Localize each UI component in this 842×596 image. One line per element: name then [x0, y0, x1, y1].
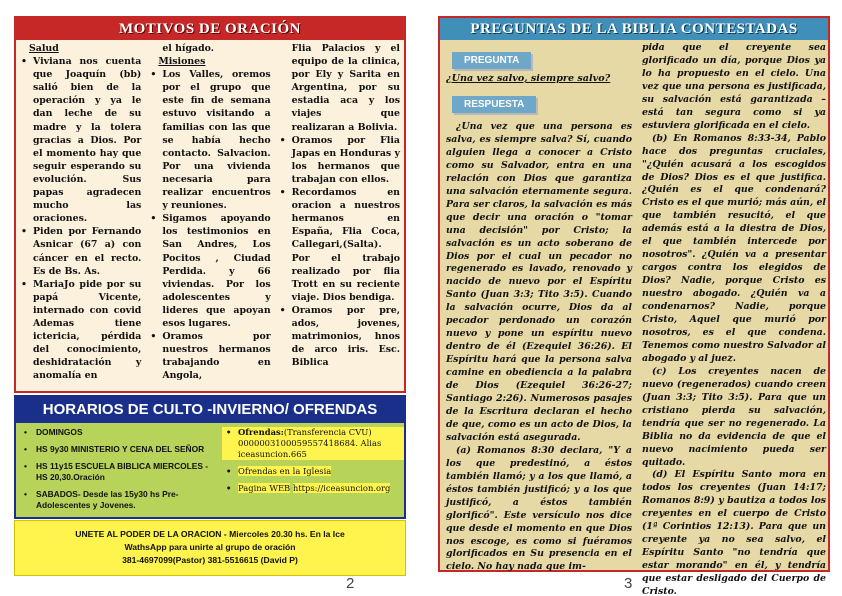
prayer-item: • Oramos por pre, ados, jovenes, matrimonios, hnos de arco iris. Esc. Biblica [279, 304, 400, 369]
prayer-column-3 [279, 42, 400, 389]
answer-paragraph: ¿Una vez que una persona es salva, es siempre salva? Sí, cuando alguien llega a conocer a Cristo como su Salvador, entra en una relación con Dios que garantiza una salvación eternamente segura. Para ser claros, la salvación es más que decir una oración o "tomar una decisión" por Cristo; la salvación es un acto soberano de Dios por el cual un pecador no regenerado es lavado, renovado y nacido de nuevo por el Espíritu Santo (Juan 3:3; Tito 3:5). Cuando la salvación ocurre, Dios da al pecador perdonado un corazón nuevo y pone un espíritu nuevo dentro de él (Ezequiel 36:26). El Espíritu hará que la persona salva camine en obediencia a la palabra de Dios (Ezequiel 36:26-27; Santiago 2:26). Numerosos pasajes de la Escritura declaran el hecho de que, como es un acto de Dios, la salvación está asegurada. [446, 121, 632, 443]
schedule-item: • HS 9y30 MINISTERIO Y CENA DEL SEÑOR [20, 444, 216, 455]
question-text: ¿Una vez salvo, siempre salvo? [446, 73, 611, 84]
prayer-item: • Sigamos apoyando los testimonios en San Andres, Los Pocitos , Ciudad Perdida. y 66 viviendas. Por los adolescentes y lideres que apoyan esos lugares. [149, 212, 270, 330]
schedule-item: • DOMINGOS [20, 427, 216, 438]
answer-paragraph: pida que el creyente sea glorificado un día, porque Dios ya lo ha propuesto en el cielo. Una vez que una persona es justificada, su salvación está garantizada – está tan segura como si ya estuviera glorificada en el cielo. [642, 42, 826, 131]
answer-paragraph: (d) El Espíritu Santo mora en todos los creyentes (Juan 14:17; Romanos 8:9) y bautiza a todos los creyentes en el cuerpo de Cristo (1ª Corintios 12:13). Para que un creyente ya no sea salvo, el Espíritu Santo "no tendría que estar morando" en él, y tendría que estar desligado del Cuerpo de Cristo. [642, 469, 826, 596]
prayer-item: • Oramos por nuestros hermanos trabajando en Angola, [149, 330, 270, 382]
page-number: 2 [346, 575, 355, 592]
prayer-item: • Recordamos en oracion a nuestros hermanos en España, Flia Coca, Callegari,(Salta). Por el trabajo realizado por flia Trott en su reciente viaje. Dios bendiga. [279, 186, 400, 304]
prayer-requests-section [14, 16, 406, 393]
worship-schedule-section [14, 395, 406, 519]
prayer-item: • Oramos por Flia Japas en Honduras y los hermanos que trabajan con ellos. [279, 134, 400, 186]
right-page [421, 0, 842, 596]
page-number: 3 [624, 575, 633, 592]
schedule-item: • SABADOS- Desde las 15y30 hs Pre-Adolescentes y Jovenes. [20, 489, 216, 511]
prayer-continuation: el hígado. [162, 43, 215, 54]
schedule-times [20, 427, 216, 517]
qa-column-2 [642, 42, 826, 596]
answer-body [446, 121, 632, 574]
answer-paragraph: (a) Romanos 8:30 declara, "Y a los que predestinó, a éstos también llamó; y a los que llamó, a éstos también justificó; y a los que justificó, a éstos también glorificó". Este versículo nos dice que desde el momento en que Dios nos escoge, es como si fuéramos glorificados en Su presencia en el cielo. No hay nada que im- [446, 444, 632, 573]
bible-questions-section [438, 16, 830, 596]
qa-column-1 [446, 48, 632, 574]
schedule-title: HORARIOS DE CULTO -INVIERNO/ OFRENDAS [16, 397, 404, 423]
prayer-column-1 [20, 42, 141, 389]
answer-paragraph: (c) Los creyentes nacen de nuevo (regenerados) cuando creen (Juan 3:3; Tito 3:5). Para que un cristiano pierda su salvación, tendría que ser no regenerado. La Biblia no da evidencia de que el nuevo nacimiento pueda ser quitado. [642, 365, 826, 468]
missions-heading: Misiones [158, 56, 206, 68]
health-heading: Salud [29, 43, 59, 54]
prayer-item: • MariaJo pide por su papá Vicente, internado con covid Ademas tiene ictericia, pérdida del conocimiento, deshidratación y anomalía en [20, 278, 141, 383]
offerings-text: (Transferencia CVU) 0000003100059557418684. Alias iceasuncion.665 [238, 427, 382, 459]
answer-paragraph: (b) En Romanos 8:33-34, Pablo hace dos preguntas cruciales, "¿Quién acusará a los escogidos de Dios? Dios es el que justifica. ¿Quién es el que condenará? Cristo es el que murió; más aún, el que también resucitó, el que además está a la diestra de Dios, el que también intercede por nosotros". ¿Quién va a presentar cargos contra los elegidos de Dios? Nadie, porque Cristo es nuestro abogado. ¿Quién va a condenarnos? Nadie, porque Cristo, Aquel que murió por nosotros, es el que condena. Tenemos como nuestro Salvador al abogado y al juez. [642, 132, 826, 364]
web-url-link[interactable]: https://iceasuncion.org [292, 483, 391, 493]
invite-line: UNETE AL PODER DE LA ORACION - Miercoles 20.30 hs. En la Ice [75, 529, 345, 539]
invite-line: WathsApp para unirte al grupo de oración [124, 542, 296, 552]
answer-body-continued [642, 42, 826, 596]
question-label: PREGUNTA [452, 52, 531, 69]
prayer-item: • Piden por Fernando Asnicar (67 a) con cáncer en el recto. Es de Bs. As. [20, 225, 141, 277]
offerings-transfer [222, 427, 404, 460]
church-offering: Ofrendas en la Iglesia [238, 466, 332, 476]
prayer-invite-box [14, 520, 406, 576]
offerings-label: Ofrendas: [238, 427, 284, 437]
prayer-title: MOTIVOS DE ORACIÓN [16, 18, 404, 40]
prayer-item: • Los Valles, oremos por el grupo que este fin de semana estuvo visitando a familias con las que se había hecho contacto. Salvacion. Por una vivienda necesaria para realizar encuentros y reuniones. [149, 68, 270, 212]
prayer-column-2 [149, 42, 270, 389]
qa-title: PREGUNTAS DE LA BIBLIA CONTESTADAS [440, 18, 828, 40]
invite-phone-line: 381-4697099(Pastor) 381-5516615 (David P) [122, 555, 298, 565]
prayer-item: • Viviana nos cuenta que Joaquín (bb) salió bien de la operación y ya le dan leche de su madre y la tolera gracias a Dios. Por el momento hay que seguir esperando su evolución. Sus papas agradecen mucho las oraciones. [20, 55, 141, 225]
schedule-item: • HS 11y15 ESCUELA BIBLICA MIERCOLES - HS 20,30.Oración [20, 461, 216, 483]
web-label: Pagina WEB [238, 483, 291, 493]
offerings-info [222, 427, 404, 500]
answer-label: RESPUESTA [452, 96, 536, 113]
left-page [0, 0, 420, 596]
prayer-continuation: Flia Palacios y el equipo de la clinica, por Ely y Sarita en Argentina, por su estadia aca y los viajes que realizaran a Bolivia. [291, 43, 400, 133]
